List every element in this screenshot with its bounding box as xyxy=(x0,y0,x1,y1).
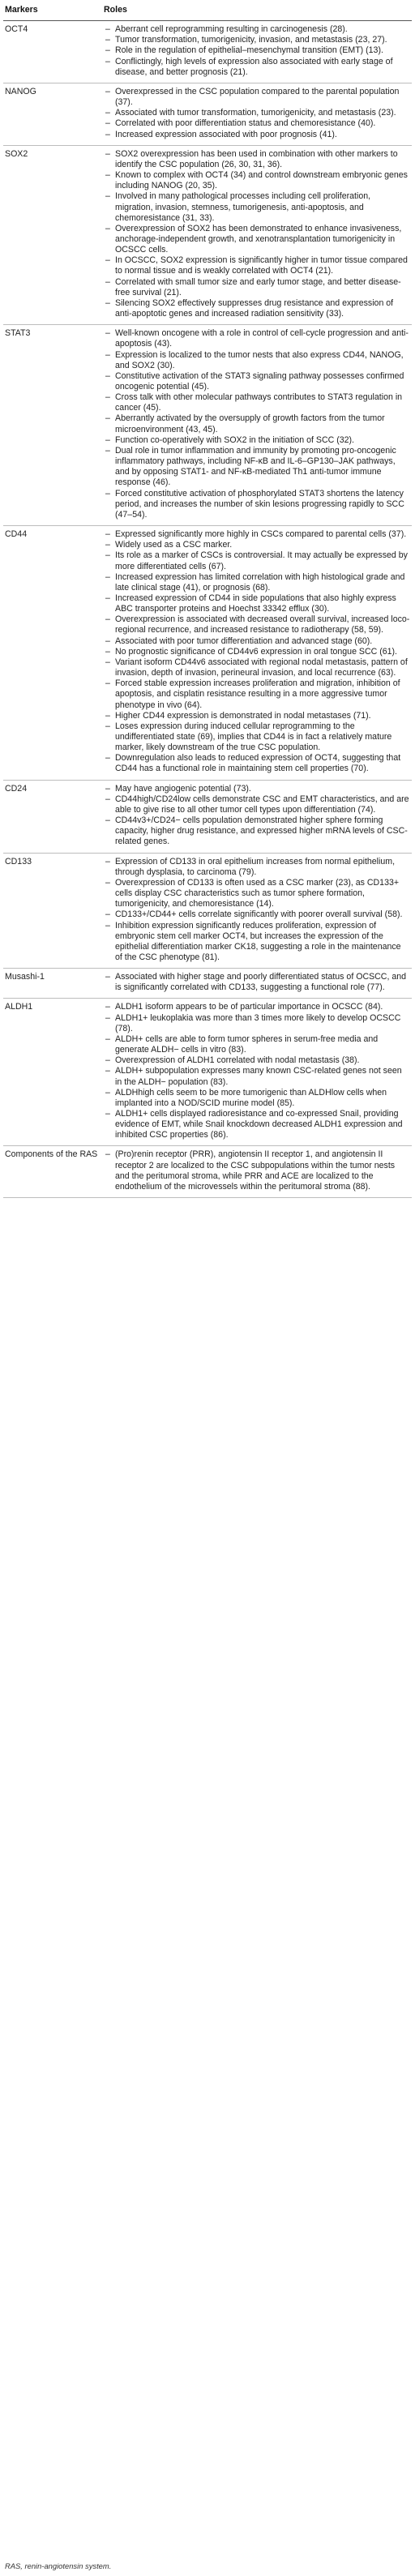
table-row xyxy=(3,1146,412,1198)
roles-list xyxy=(104,784,410,848)
list-item: – Correlated with poor differentiation status and chemoresistance (40). xyxy=(105,118,410,129)
roles-list xyxy=(104,1149,410,1192)
list-item: – Correlated with small tumor size and early tumor stage, and better disease-free survival (21). xyxy=(105,277,410,298)
list-item: – Its role as a marker of CSCs is controversial. It may actually be expressed by more differentiated cells (67). xyxy=(105,550,410,571)
roles-list xyxy=(104,149,410,320)
marker-cell: CD24 xyxy=(3,780,102,853)
roles-list xyxy=(104,328,410,520)
roles-cell xyxy=(102,526,412,781)
list-item: – Loses expression during induced cellular reprogramming to the undifferentiated state (69), implies that CD44 is in fact a relatively mature marker, likely downstream of the true CSC population. xyxy=(105,721,410,753)
list-item: – Overexpression is associated with decreased overall survival, increased loco-regional recurrence, and increased resistance to radiotherapy (58, 59). xyxy=(105,614,410,635)
markers-roles-table xyxy=(3,2,412,1198)
table-row xyxy=(3,21,412,83)
marker-cell: SOX2 xyxy=(3,145,102,325)
list-item: – Associated with tumor transformation, tumorigenicity, and metastasis (23). xyxy=(105,108,410,118)
table-footnote: RAS, renin-angiotensin system. xyxy=(5,2561,112,2570)
list-item: – Inhibition expression significantly reduces proliferation, expression of embryonic stem cell marker OCT4, but increases the expression of the epithelial differentiation marker CK18, suggesting a role in the maintenance of the CSC phenotype (81). xyxy=(105,921,410,964)
roles-list xyxy=(104,529,410,775)
roles-list xyxy=(104,87,410,140)
list-item: – SOX2 overexpression has been used in combination with other markers to identify the CSC population (26, 30, 31, 36). xyxy=(105,149,410,170)
list-item: – Well-known oncogene with a role in control of cell-cycle progression and anti-apoptosis (43). xyxy=(105,328,410,349)
list-item: – Function co-operatively with SOX2 in the initiation of SCC (32). xyxy=(105,435,410,446)
table-header-row xyxy=(3,2,412,21)
roles-cell xyxy=(102,325,412,526)
list-item: – Constitutive activation of the STAT3 signaling pathway possesses confirmed oncogenic potential (45). xyxy=(105,371,410,392)
list-item: – Silencing SOX2 effectively suppresses drug resistance and expression of anti-apoptotic genes and increased radiation sensitivity (33). xyxy=(105,298,410,319)
list-item: – Associated with poor tumor differentiation and advanced stage (60). xyxy=(105,636,410,647)
list-item: – Forced stable expression increases proliferation and migration, inhibition of apoptosis, and cisplatin resistance resulting in a more aggressive tumor phenotype in vivo (64). xyxy=(105,678,410,710)
roles-cell xyxy=(102,83,412,145)
list-item: – Overexpressed in the CSC population compared to the parental population (37). xyxy=(105,87,410,108)
marker-cell: ALDH1 xyxy=(3,999,102,1146)
list-item: – Associated with higher stage and poorly differentiated status of OCSCC, and is significantly correlated with CD133, suggesting a functional role (77). xyxy=(105,972,410,993)
marker-cell: CD44 xyxy=(3,526,102,781)
list-item: – Expression of CD133 in oral epithelium increases from normal epithelium, through dysplasia, to carcinoma (79). xyxy=(105,857,410,878)
table-row xyxy=(3,780,412,853)
list-item: – Increased expression associated with poor prognosis (41). xyxy=(105,130,410,140)
list-item: – CD44high/CD24low cells demonstrate CSC and EMT characteristics, and are able to give rise to all other tumor cell types upon differentiation (74). xyxy=(105,794,410,815)
roles-cell xyxy=(102,999,412,1146)
table-row xyxy=(3,325,412,526)
list-item: – CD133+/CD44+ cells correlate significantly with poorer overall survival (58). xyxy=(105,909,410,920)
list-item: – Involved in many pathological processes including cell proliferation, migration, invasion, stemness, tumorigenesis, anti-apoptosis, and chemoresistance (31, 33). xyxy=(105,191,410,223)
marker-cell: Musashi-1 xyxy=(3,969,102,999)
roles-cell xyxy=(102,1146,412,1198)
list-item: – May have angiogenic potential (73). xyxy=(105,784,410,794)
list-item: – Downregulation also leads to reduced expression of OCT4, suggesting that CD44 has a functional role in maintaining stem cell properties (70). xyxy=(105,753,410,774)
list-item: – Dual role in tumor inflammation and immunity by promoting pro-oncogenic inflammatory pathways, including NF-κB and IL-6–GP130–JAK pathways, and by opposing STAT1- and NF-κB-mediated Th1 anti-tumor immune response (46). xyxy=(105,446,410,489)
roles-list xyxy=(104,972,410,993)
list-item: – ALDH1 isoform appears to be of particular importance in OCSCC (84). xyxy=(105,1002,410,1012)
table-row xyxy=(3,145,412,325)
list-item: – ALDH+ subpopulation expresses many known CSC-related genes not seen in the ALDH− population (83). xyxy=(105,1066,410,1087)
roles-list xyxy=(104,857,410,964)
list-item: – Tumor transformation, tumorigenicity, invasion, and metastasis (23, 27). xyxy=(105,35,410,45)
list-item: – Cross talk with other molecular pathways contributes to STAT3 regulation in cancer (45). xyxy=(105,392,410,413)
list-item: – ALDH1+ cells displayed radioresistance and co-expressed Snail, providing evidence of EMT, while Snail knockdown decreased ALDH1 expression and inhibited CSC properties (86). xyxy=(105,1109,410,1140)
header-roles: Roles xyxy=(102,2,412,21)
list-item: – ALDHhigh cells seem to be more tumorigenic than ALDHlow cells when implanted into a NOD/SCID murine model (85). xyxy=(105,1088,410,1109)
roles-list xyxy=(104,24,410,78)
roles-cell xyxy=(102,780,412,853)
list-item: – Increased expression of CD44 in side populations that also highly express ABC transporter proteins and Hoechst 33342 efflux (30). xyxy=(105,593,410,614)
table-row xyxy=(3,969,412,999)
list-item: – Known to complex with OCT4 (34) and control downstream embryonic genes including NANOG (20, 35). xyxy=(105,170,410,191)
list-item: – In OCSCC, SOX2 expression is significantly higher in tumor tissue compared to normal tissue and is weakly correlated with OCT4 (21). xyxy=(105,255,410,276)
list-item: – Increased expression has limited correlation with high histological grade and late clinical stage (41), or prognosis (68). xyxy=(105,572,410,593)
table-row xyxy=(3,526,412,781)
table-body xyxy=(3,21,412,1198)
list-item: – CD44v3+/CD24− cells population demonstrated higher sphere forming capacity, higher drug resistance, and expressed higher mRNA levels of CSC-related genes. xyxy=(105,815,410,847)
marker-cell: NANOG xyxy=(3,83,102,145)
roles-cell xyxy=(102,969,412,999)
list-item: – Overexpression of ALDH1 correlated with nodal metastasis (38). xyxy=(105,1055,410,1066)
marker-cell: CD133 xyxy=(3,853,102,969)
list-item: – Overexpression of CD133 is often used as a CSC marker (23), as CD133+ cells display CSC characteristics such as tumor sphere formation, tumorigenicity, and chemoresistance (14). xyxy=(105,878,410,909)
table-row xyxy=(3,853,412,969)
table-row xyxy=(3,83,412,145)
list-item: – Overexpression of SOX2 has been demonstrated to enhance invasiveness, anchorage-independent growth, and xenotransplantation tumorigenicity in OCSCC cells. xyxy=(105,224,410,255)
list-item: – Aberrant cell reprogramming resulting in carcinogenesis (28). xyxy=(105,24,410,35)
list-item: – (Pro)renin receptor (PRR), angiotensin II receptor 1, and angiotensin II receptor 2 are localized to the CSC subpopulations within the tumor nests and the peritumoral stroma, while PRR and ACE are localized to the endothelium of the microvessels within the peritumoral stroma (88). xyxy=(105,1149,410,1192)
list-item: – Expression is localized to the tumor nests that also express CD44, NANOG, and SOX2 (30). xyxy=(105,350,410,371)
marker-cell: OCT4 xyxy=(3,21,102,83)
marker-cell: STAT3 xyxy=(3,325,102,526)
list-item: – Conflictingly, high levels of expression also associated with early stage of disease, and better prognosis (21). xyxy=(105,57,410,78)
marker-cell: Components of the RAS xyxy=(3,1146,102,1198)
roles-cell xyxy=(102,853,412,969)
list-item: – Expressed significantly more highly in CSCs compared to parental cells (37). xyxy=(105,529,410,540)
list-item: – Aberrantly activated by the oversupply of growth factors from the tumor microenvironment (43, 45). xyxy=(105,413,410,434)
list-item: – Role in the regulation of epithelial–mesenchymal transition (EMT) (13). xyxy=(105,45,410,56)
roles-list xyxy=(104,1002,410,1140)
header-markers: Markers xyxy=(3,2,102,21)
list-item: – Widely used as a CSC marker. xyxy=(105,540,410,550)
list-item: – ALDH+ cells are able to form tumor spheres in serum-free media and generate ALDH− cells in vitro (83). xyxy=(105,1034,410,1055)
list-item: – Forced constitutive activation of phosphorylated STAT3 shortens the latency period, and increases the number of skin lesions progressing rapidly to SCC (47–54). xyxy=(105,489,410,520)
table-row xyxy=(3,999,412,1146)
list-item: – Higher CD44 expression is demonstrated in nodal metastases (71). xyxy=(105,711,410,721)
roles-cell xyxy=(102,21,412,83)
list-item: – No prognostic significance of CD44v6 expression in oral tongue SCC (61). xyxy=(105,647,410,657)
list-item: – ALDH1+ leukoplakia was more than 3 times more likely to develop OCSCC (78). xyxy=(105,1013,410,1034)
roles-cell xyxy=(102,145,412,325)
list-item: – Variant isoform CD44v6 associated with regional nodal metastasis, pattern of invasion, depth of invasion, perineural invasion, and local recurrence (63). xyxy=(105,657,410,678)
